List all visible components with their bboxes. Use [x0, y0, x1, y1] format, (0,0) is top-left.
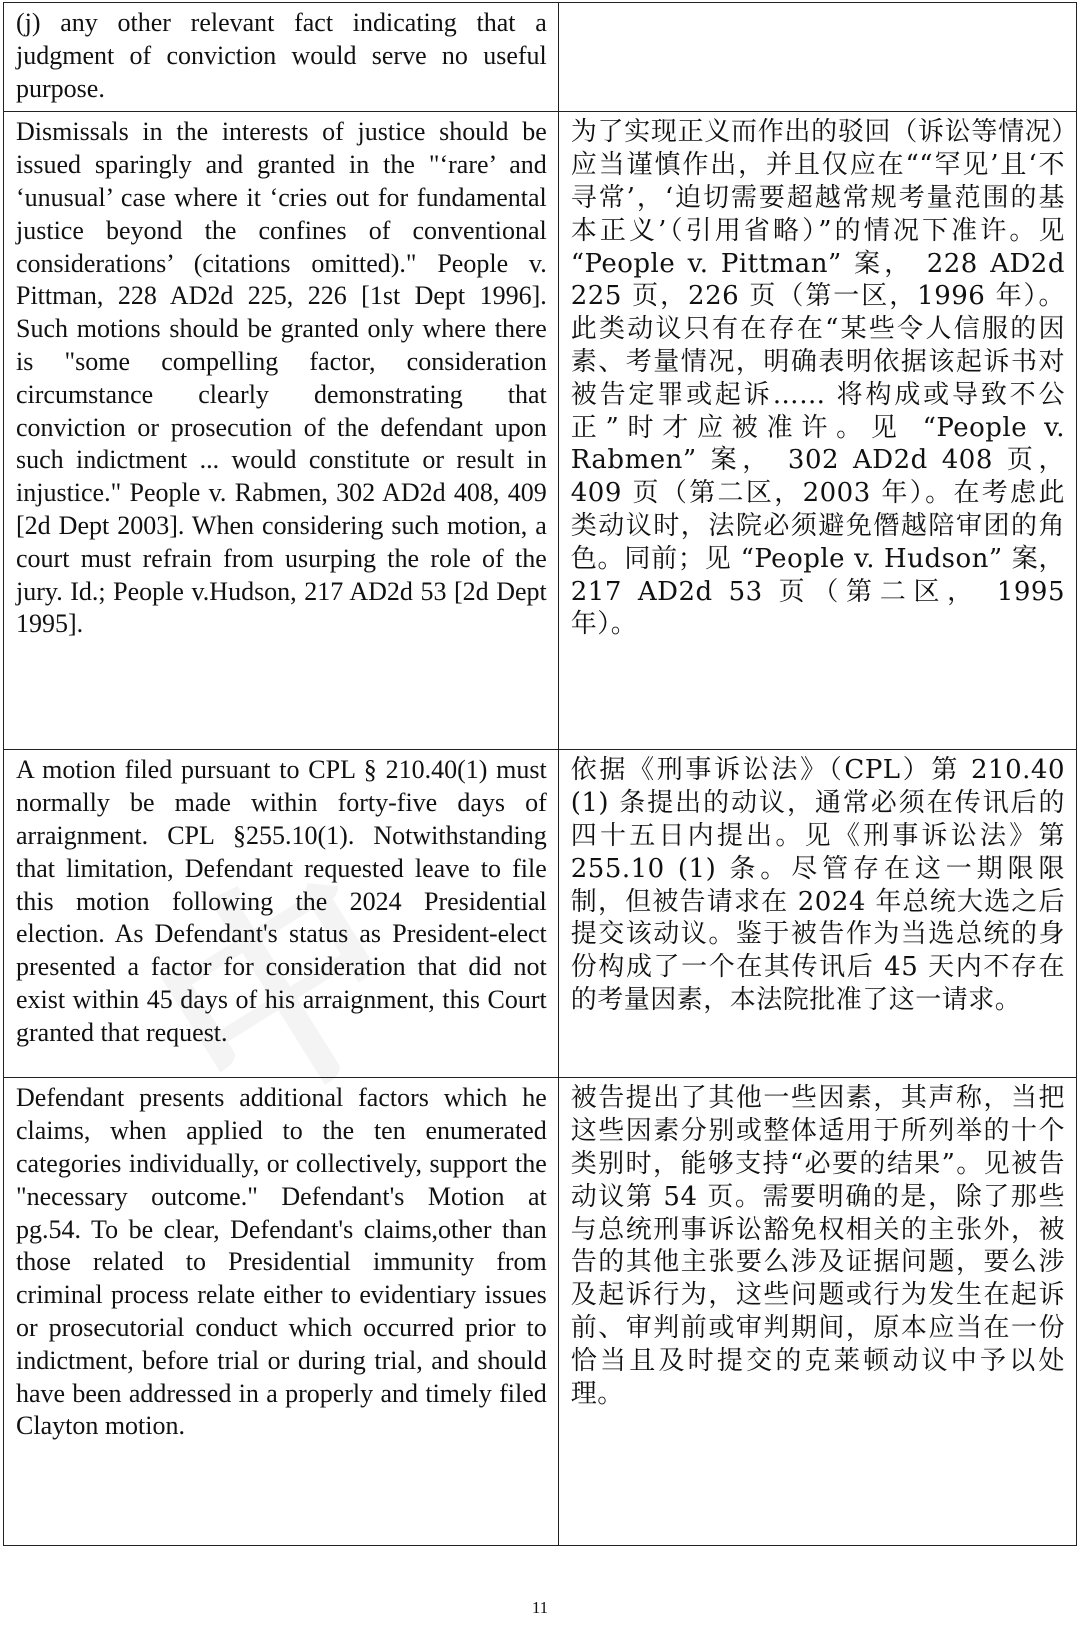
page-number: 11	[531, 1598, 549, 1617]
chinese-cell: 为了实现正义而作出的驳回（诉讼等情况）应当谨慎作出，并且仅应在““罕见’且‘不寻常’，‘迫切需要超越常规考量范围的基本正义’（引用省略）”的情况下准许。见 “People v. Pittman” 案， 228 AD2d 225 页，226 页（第一区，1996 年）。此类动议只有在存在“某些令人信服的因素、考量情况，明确表明依据该起诉书对被告定罪或起诉…… 将构成或导致不公正”时才应被准许。见 “People v. Rabmen” 案， 302 AD2d 408 页，409 页（第二区，2003 年）。在考虑此类动议时，法院必须避免僭越陪审团的角色。同前；见 “People v. Hudson” 案， 217 AD2d 53 页（第二区， 1995 年）。	[558, 112, 1076, 750]
english-cell: Defendant presents additional factors which he claims, when applied to the ten enumerated categories individually, or collectively, support the "necessary outcome." Defendant's Motion at pg.54. To be clear, Defendant's claims,other than those related to Presidential immunity from criminal process relate either to evidentiary issues or prosecutorial conduct which occurred prior to indictment, before trial or during trial, and should have been addressed in a properly and timely filed Clayton motion.	[4, 1078, 559, 1546]
table-row	[4, 1078, 1077, 1546]
chinese-cell: 被告提出了其他一些因素，其声称，当把这些因素分别或整体适用于所列举的十个类别时，能够支持“必要的结果”。见被告动议第 54 页。需要明确的是，除了那些与总统刑事诉讼豁免权相关的主张外，被告的其他主张要么涉及证据问题，要么涉及起诉行为，这些问题或行为发生在起诉前、审判前或审判期间，原本应当在一份恰当且及时提交的克莱顿动议中予以处理。	[558, 1078, 1076, 1546]
english-cell: Dismissals in the interests of justice should be issued sparingly and granted in the "‘rare’ and ‘unusual’ case where it ‘cries out for fundamental justice beyond the confines of conventional considerations’ (citations omitted)." People v. Pittman, 228 AD2d 225, 226 [1st Dept 1996]. Such motions should be granted only where there is "some compelling factor, consideration circumstance clearly demonstrating that conviction or prosecution of the defendant upon such indictment ... would constitute or result in injustice." People v. Rabmen, 302 AD2d 408, 409 [2d Dept 2003]. When considering such motion, a court must refrain from usurping the role of the jury. Id.; People v.Hudson, 217 AD2d 53 [2d Dept 1995].	[4, 112, 559, 750]
english-cell: A motion filed pursuant to CPL § 210.40(1) must normally be made within forty-five days of arraignment. CPL §255.10(1). Notwithstanding that limitation, Defendant requested leave to file this motion following the 2024 Presidential election. As Defendant's status as President-elect presented a factor for consideration that did not exist within 45 days of his arraignment, this Court granted that request.	[4, 750, 559, 1078]
table-row	[4, 3, 1077, 112]
table-row	[4, 750, 1077, 1078]
chinese-cell: 依据《刑事诉讼法》（CPL）第 210.40 (1) 条提出的动议，通常必须在传讯后的四十五日内提出。见《刑事诉讼法》第 255.10 (1) 条。尽管存在这一期限限制，但被告请求在 2024 年总统大选之后提交该动议。鉴于被告作为当选总统的身份构成了一个在其传讯后 45 天内不存在的考量因素，本法院批准了这一请求。	[558, 750, 1076, 1078]
table-row	[4, 112, 1077, 750]
translation-table	[3, 2, 1077, 1546]
chinese-cell	[558, 3, 1076, 112]
english-cell: (j) any other relevant fact indicating that a judgment of conviction would serve no useful purpose.	[4, 3, 559, 112]
